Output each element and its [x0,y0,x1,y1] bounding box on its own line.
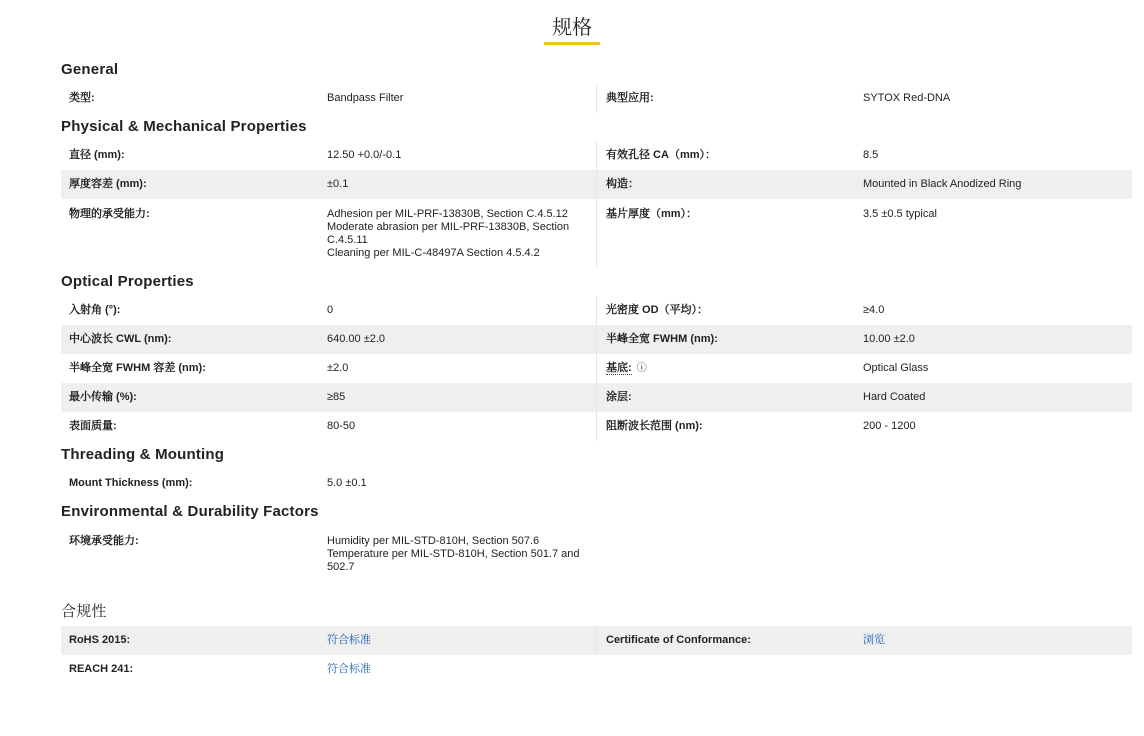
certificate-view-link[interactable]: 浏览 [863,634,885,646]
spec-label: 表面质量: [69,420,117,432]
spec-label-with-tooltip[interactable] [597,354,863,383]
spec-row [61,526,1132,582]
spec-value: 5.0 ±0.1 [327,477,367,489]
spec-value: 80-50 [327,420,356,432]
spec-label: 入射角 (°): [69,304,121,316]
spec-label: REACH 241: [69,663,134,675]
section-title-general: General [61,61,119,78]
spec-label: 半峰全宽 FWHM (nm): [606,333,718,345]
spec-value: ±2.0 [327,362,349,374]
spec-row [61,383,1132,412]
section-title-threading: Threading & Mounting [61,446,225,463]
reach-compliance-link[interactable]: 符合标准 [327,663,371,675]
rohs-compliance-link[interactable]: 符合标准 [327,634,371,646]
spec-label: 环境承受能力: [69,535,139,547]
spec-label: 半峰全宽 FWHM 容差 (nm): [69,362,206,374]
spec-value: 12.50 +0.0/-0.1 [327,149,402,161]
spec-label: 有效孔径 CA（mm）： [606,149,717,161]
spec-label: 涂层: [606,391,632,403]
spec-row [61,325,1132,354]
section-title-environmental: Environmental & Durability Factors [61,503,319,520]
spec-value: 3.5 ±0.5 typical [863,208,937,220]
spec-row [61,469,1132,498]
spec-row [61,170,1132,199]
spec-value: Hard Coated [863,391,926,403]
spec-label: 典型应用: [606,92,654,104]
spec-label: 构造： [606,178,639,190]
page-title-wrap [0,0,1144,56]
spec-value-line: Cleaning per MIL-C-48497A Section 4.5.4.2 [327,247,540,259]
spec-row [61,626,1132,655]
spec-value: Bandpass Filter [327,92,404,104]
spec-label: 光密度 OD（平均）： [606,304,709,316]
spec-value: SYTOX Red-DNA [863,92,951,104]
spec-row [61,412,1132,441]
spec-row [61,141,1132,170]
spec-label: RoHS 2015: [69,634,131,646]
section-title-optical: Optical Properties [61,273,194,290]
spec-value-line: Adhesion per MIL-PRF-13830B, Section C.4.5.12 [327,208,568,220]
spec-label: 直径 (mm): [69,149,125,161]
spec-value-multiline [327,526,596,582]
spec-label: 类型: [69,92,95,104]
spec-value-line: Temperature per MIL-STD-810H, Section 501.7 and 502.7 [327,548,580,573]
spec-value: ≥4.0 [863,304,885,316]
spec-value: Optical Glass [863,362,929,374]
spec-value: Mounted in Black Anodized Ring [863,178,1022,190]
spec-label: 基片厚度（mm）： [606,208,698,220]
info-circle-icon[interactable]: ⓘ [636,363,647,374]
spec-label: 阻断波长范围 (nm): [606,420,703,432]
section-title-compliance: 合规性 [61,603,107,620]
spec-row [61,84,1132,113]
spec-value: ≥85 [327,391,346,403]
spec-row [61,199,1132,268]
spec-row [61,296,1132,325]
spec-label: 中心波长 CWL (nm): [69,333,172,345]
spec-label: 最小传输 (%): [69,391,137,403]
spec-label: 厚度容差 (mm): [69,178,147,190]
spec-value-line: Moderate abrasion per MIL-PRF-13830B, Section C.4.5.11 [327,221,570,246]
spec-value: 10.00 ±2.0 [863,333,915,345]
spec-row [61,655,1132,684]
spec-content [61,56,1132,684]
section-title-physical: Physical & Mechanical Properties [61,118,307,135]
page-title: 规格 [544,16,600,45]
spec-label: Certificate of Conformance: [606,634,751,646]
spec-value: 200 - 1200 [863,420,916,432]
spec-value-multiline [327,199,596,268]
spec-value-line: Humidity per MIL-STD-810H, Section 507.6 [327,535,540,547]
spec-value: 640.00 ±2.0 [327,333,386,345]
spec-value: ±0.1 [327,178,349,190]
spec-label-text: 基底: [606,362,632,374]
spec-value: 8.5 [863,149,879,161]
spec-label: Mount Thickness (mm): [69,477,193,489]
spec-label: 物理的承受能力: [69,208,150,220]
spec-value: 0 [327,304,334,316]
spec-row [61,354,1132,383]
